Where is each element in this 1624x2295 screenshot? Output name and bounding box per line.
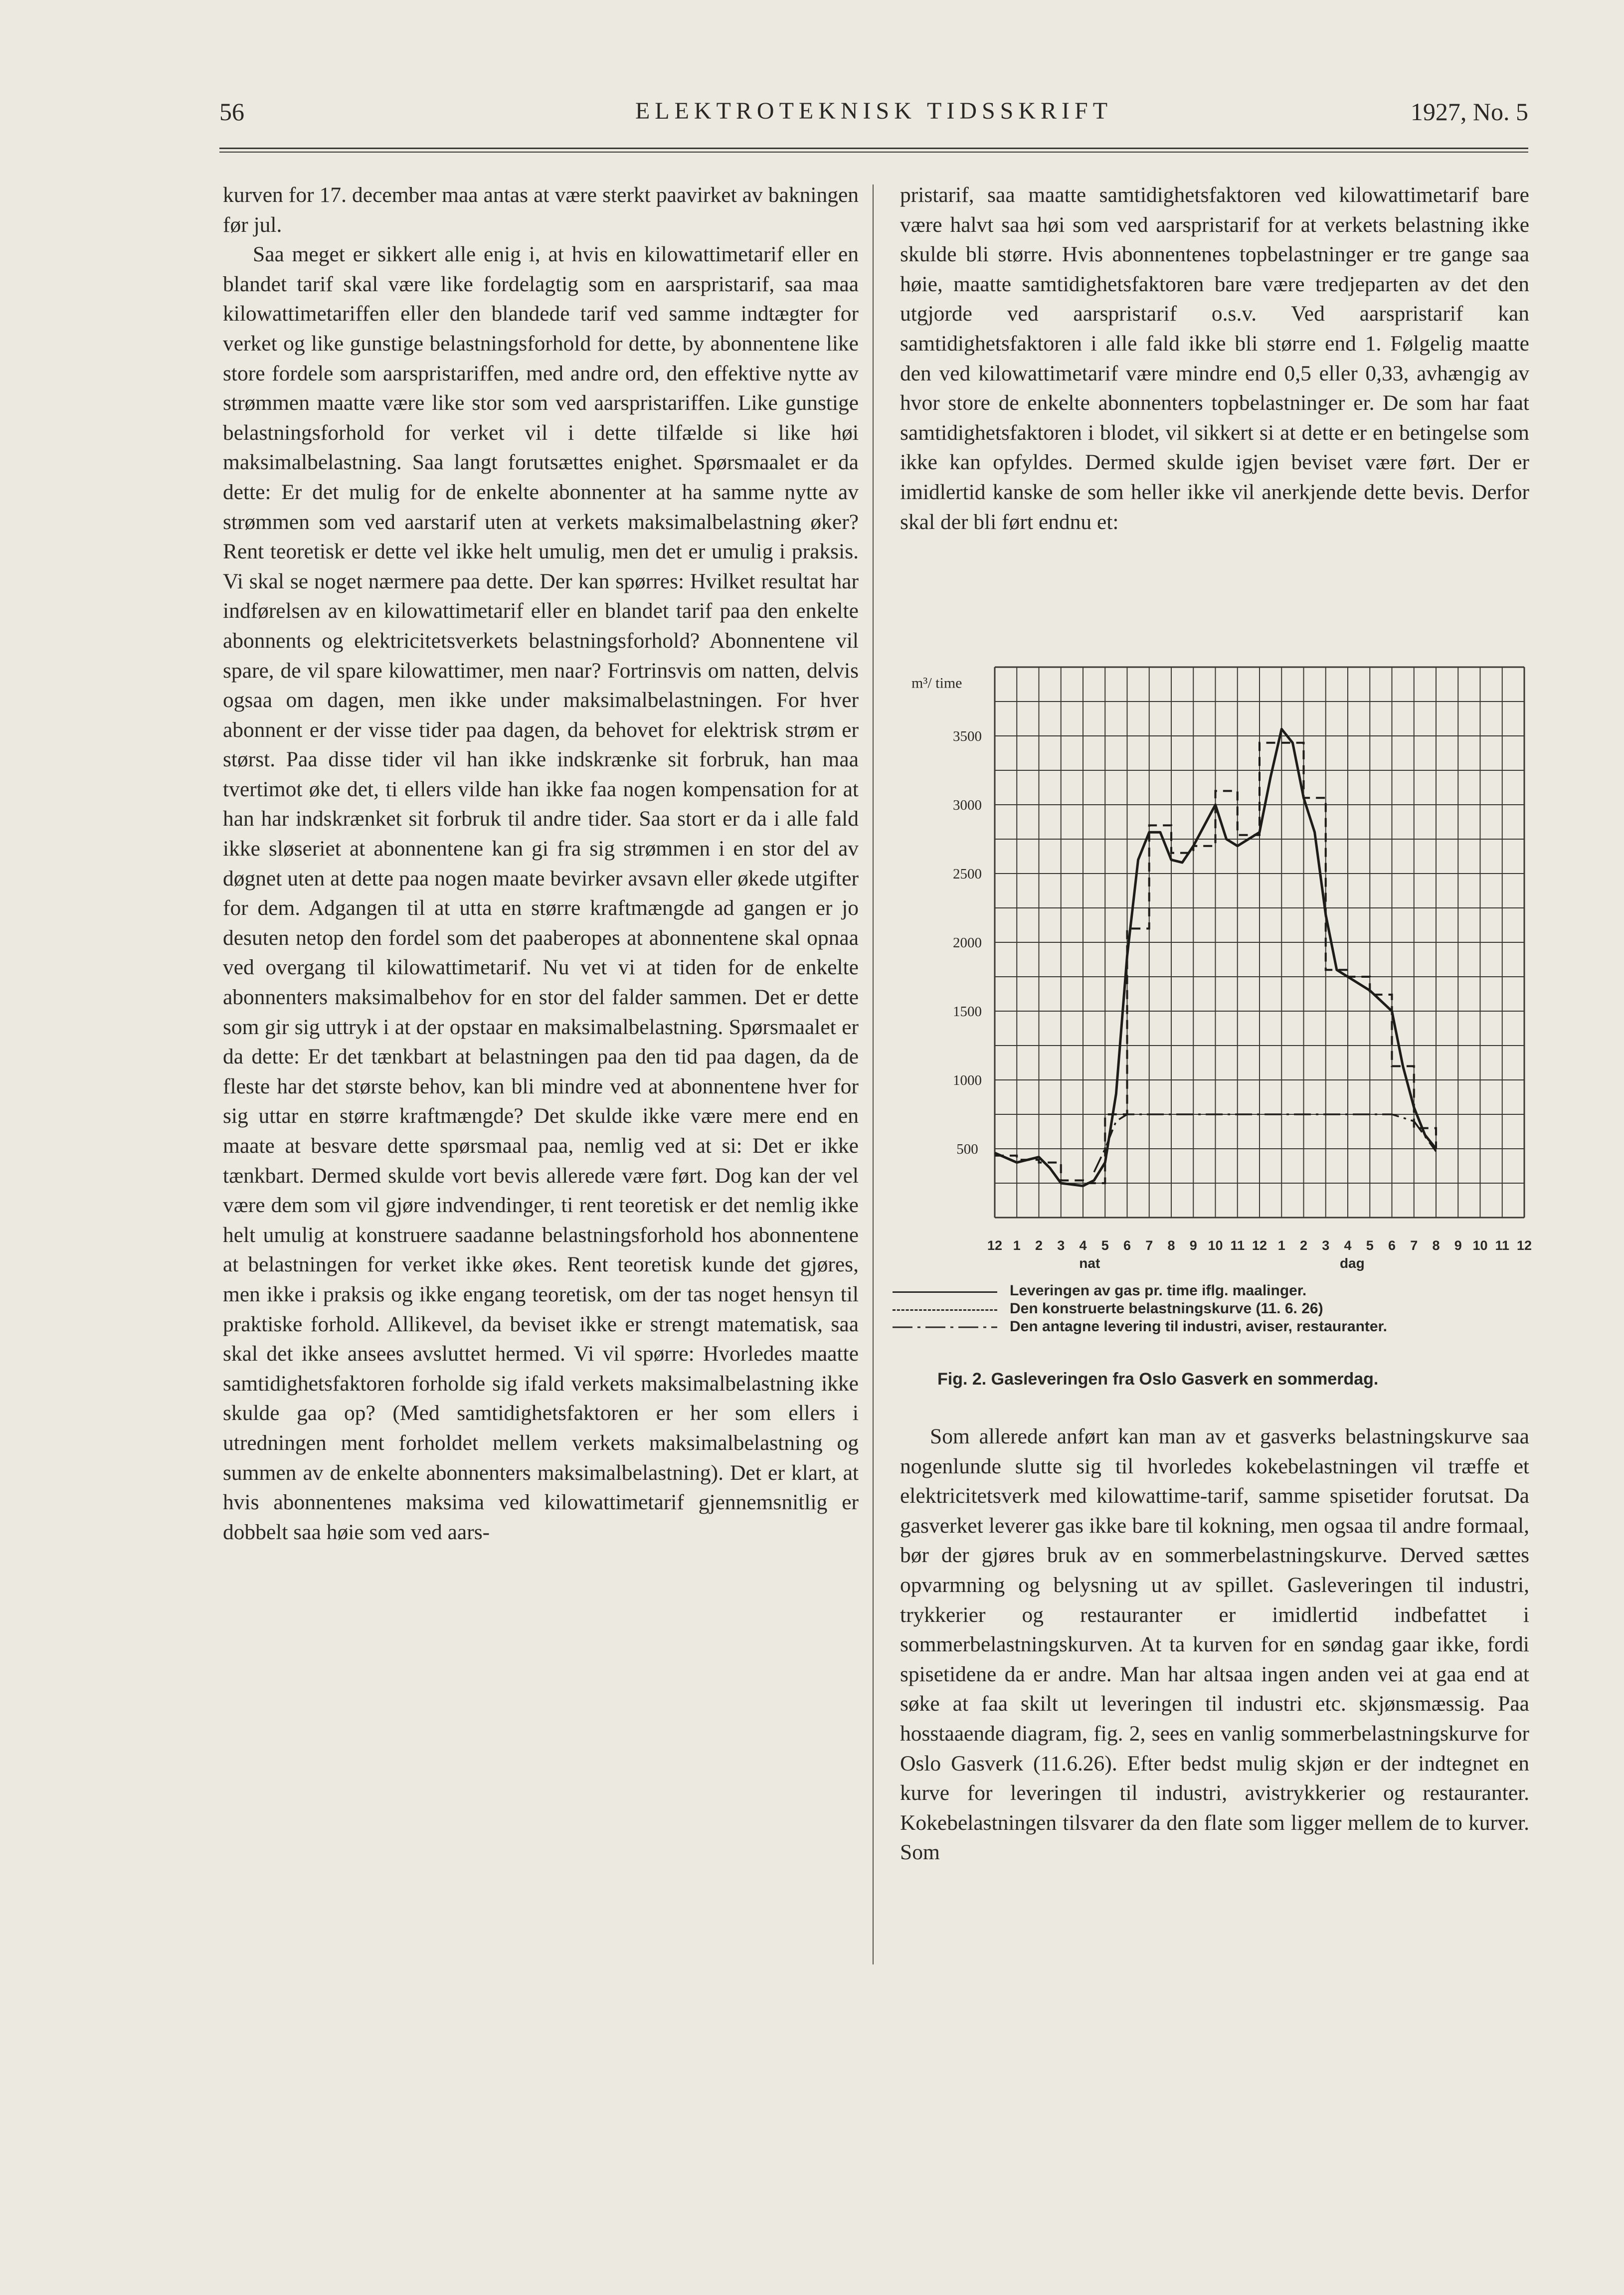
- header-rule-thin: [219, 152, 1528, 153]
- x-tick-label: 5: [1366, 1238, 1374, 1253]
- x-tick-label: 11: [1495, 1238, 1510, 1253]
- x-tick-label: 10: [1472, 1238, 1488, 1253]
- y-tick-label: 1500: [953, 1004, 982, 1020]
- journal-title: ELEKTROTEKNISK TIDSSKRIFT: [635, 98, 1113, 124]
- y-tick-label: 2000: [953, 935, 982, 951]
- y-tick-label: 3500: [953, 728, 982, 744]
- x-tick-label: 2: [1299, 1238, 1308, 1253]
- paragraph: kurven for 17. december maa antas at være sterkt paavirket av bakningen før jul.: [223, 183, 859, 237]
- figure-2: [893, 653, 1536, 1391]
- x-tick-label: 6: [1123, 1238, 1131, 1253]
- y-tick-label: 3000: [953, 797, 982, 813]
- legend-entry: [893, 1282, 1541, 1300]
- x-tick-label: 9: [1454, 1238, 1462, 1253]
- legend-solid-line: [893, 1291, 997, 1293]
- header-rule: [219, 148, 1528, 149]
- x-tick-label: 3: [1322, 1238, 1330, 1253]
- x-label-night: nat: [1079, 1255, 1100, 1271]
- running-header: [219, 97, 1528, 132]
- page-number: 56: [219, 98, 244, 126]
- gas-delivery-chart: [893, 653, 1536, 1281]
- x-tick-label: 11: [1230, 1238, 1245, 1253]
- y-tick-label: 1000: [953, 1072, 982, 1088]
- chart-legend: [893, 1282, 1541, 1336]
- legend-dashed-line: [893, 1309, 997, 1311]
- legend-label: Den antagne levering til industri, aviser, restauranter.: [1010, 1318, 1387, 1335]
- left-column: [223, 180, 859, 1547]
- x-tick-label: 12: [987, 1238, 1003, 1253]
- x-tick-label: 7: [1145, 1238, 1153, 1253]
- x-tick-label: 1: [1277, 1238, 1285, 1253]
- paragraph: Saa meget er sikkert alle enig i, at hvis en kilowattimetarif eller en blandet tarif skal være like fordelagtig som en aarspristarif, saa maa kilowattimetariffen eller den blandede tarif ved samme indtægter for verket og like gunstige belastningsforhold for dette, by abonnentene like store fordele som aarspristariffen, med andre ord, den effektive nytte av strømmen maatte være like stor som ved aarspristariffen. Like gunstige belastningsforhold for verket vil i dette tilfælde si like høi maksimalbelastning. Saa langt forutsættes enighet. Spørsmaalet er da dette: Er det mulig for de enkelte abonnenter at ha samme nytte av strømmen som ved aarstarif uten at verkets maksimalbelastning øker? Rent teoretisk er dette vel ikke helt umulig, men det er umulig i praksis. Vi skal se noget nærmere paa dette. Der kan spørres: Hvilket resultat har indførelsen av en kilowattimetarif eller en blandet tarif paa den enkelte abonnents og elektricitetsverkets belastningsforhold? Abonnentene vil spare, de vil spare kilowattimer, men naar? Fortrinsvis om natten, delvis ogsaa om dagen, men ikke under maksimalbelastningen. For hver abonnent er der visse tider paa dagen, da behovet for elektrisk strøm er størst. Paa disse tider vil han ikke indskrænke sit forbruk, han maa tvertimot øke det, ti ellers vilde han ikke faa nogen kompensation for at han har indskrænket sit forbruk til andre tider. Saa stort er da i alle fald ikke sløseriet at abonnentene kan gi fra sig strømmen i en stor del av døgnet uten at dette paa nogen maate bevirker avsavn eller økede utgifter for dem. Adgangen til at utta en større kraftmængde ad gangen er jo desuten netop den fordel som det paaberopes at abonnentene skal opnaa ved overgang til kilowattimetarif. Nu vet vi at tiden for de enkelte abonnenters maksimalbehov for en stor del falder sammen. Det er dette som gir sig uttryk i at der opstaar en maksimalbelastning. Spørsmaalet er da dette: Er det tænkbart at belastningen paa den tid paa dagen, da de fleste har det største behov, kan bli mindre ved at abonnentene hver for sig uttar en større kraftmængde? Det skulde ikke være mere end en maate at besvare dette spørsmaal paa, nemlig ved at si: Det er ikke tænkbart. Dermed skulde vort bevis allerede være ført. Dog kan der vel være dem som vil gjøre indvendinger, ti rent teoretisk er det nemlig ikke helt umulig at konstruere saadanne belastningsforhold hos abonnentene at belastningen for verket ikke økes. Rent teoretisk kunde det gjøres, men ikke i praksis og ikke engang teoretisk, om der tas noget hensyn til praktiske forhold. Allikevel, da beviset ikke er strengt matematisk, saa skal det ikke ansees avsluttet hermed. Vi vil spørre: Hvorledes maatte samtidighetsfaktoren forholde sig ifald verkets maksimalbelastning ikke skulde gaa op? (Med samtidighetsfaktoren er her som ellers i utredningen ment forholdet mellem verkets maksimalbelastning og summen av de enkelte abonnenters maksimalbelastning). Det er klart, at hvis abonnentenes maksima ved kilowattimetarif gjennemsnitlig er dobbelt saa høie som ved aars-: [223, 242, 859, 1544]
- paragraph: pristarif, saa maatte samtidighetsfaktoren ved kilowattimetarif bare være halvt saa høi som ved aarspristarif for at verkets belastning ikke skulde bli større. Hvis abonnentenes topbelastninger er tre gange saa høie, maatte samtidighetsfaktoren bare være tredjeparten av det den utgjorde ved aarspristarif o.s.v. Ved aarspristarif kan samtidighetsfaktoren i alle fald ikke bli større end 1. Følgelig maatte den ved kilowattimetarif være mindre end 0,5 eller 0,33, avhængig av hvor store de enkelte abonnenters topbelastninger er. De som har faat samtidighetsfaktoren i blodet, vil sikkert si at dette er en betingelse som ikke kan opfyldes. Dermed skulde igjen beviset være ført. Der er imidlertid kanske de som heller ikke vil anerkjende dette bevis. Derfor skal der bli ført endnu et:: [900, 183, 1529, 534]
- issue-label: 1927, No. 5: [1410, 98, 1528, 126]
- x-tick-label: 8: [1432, 1238, 1440, 1253]
- x-tick-label: 12: [1252, 1238, 1267, 1253]
- x-tick-label: 4: [1079, 1238, 1087, 1253]
- paragraph: Som allerede anført kan man av et gasverks belastningskurve saa nogenlunde slutte sig til hvorledes kokebelastningen vil træffe et elektricitetsverk med kilowattime-tarif, samme spisetider forutsat. Da gasverket leverer gas ikke bare til kokning, men ogsaa til andre formaal, bør der gjøres bruk av en sommerbelastningskurve. Derved sættes opvarmning og belysning ut av spillet. Gasleveringen til industri, trykkerier og restauranter er imidlertid indbefattet i sommerbelastningskurven. At ta kurven for en søndag gaar ikke, fordi spisetidene da er andre. Man har altsaa ingen anden vei at gaa end at søke at faa skilt ut leveringen til industri etc. skjønsmæssig. Paa hosstaaende diagram, fig. 2, sees en vanlig sommerbelastningskurve for Oslo Gasverk (11.6.26). Efter bedst mulig skjøn er der indtegnet en kurve for leveringen til industri, avistrykkerier og restauranter. Kokebelastningen tilsvarer da den flate som ligger mellem de to kurver. Som: [900, 1424, 1529, 1865]
- y-tick-label: 2500: [953, 866, 982, 882]
- x-tick-label: 9: [1189, 1238, 1197, 1253]
- x-tick-label: 5: [1101, 1238, 1109, 1253]
- legend-entry: [893, 1318, 1541, 1336]
- x-tick-label: 10: [1208, 1238, 1223, 1253]
- right-column-bottom: [900, 1422, 1529, 1868]
- x-tick-label: 1: [1013, 1238, 1021, 1253]
- series-industry-dashdot-line: [1094, 1114, 1436, 1172]
- x-tick-label: 3: [1057, 1238, 1065, 1253]
- legend-label: Den konstruerte belastningskurve (11. 6. 26): [1010, 1300, 1323, 1317]
- x-tick-label: 6: [1388, 1238, 1396, 1253]
- right-column-top: [900, 180, 1529, 537]
- legend-entry: [893, 1300, 1541, 1318]
- x-tick-label: 4: [1344, 1238, 1352, 1253]
- legend-label: Leveringen av gas pr. time iflg. maalinger.: [1010, 1282, 1307, 1299]
- x-tick-label: 12: [1516, 1238, 1532, 1253]
- column-divider: [873, 184, 874, 1964]
- y-axis-label: m³/ time: [911, 675, 962, 692]
- x-tick-label: 7: [1410, 1238, 1418, 1253]
- x-tick-label: 8: [1167, 1238, 1175, 1253]
- x-tick-label: 2: [1035, 1238, 1043, 1253]
- x-label-day: dag: [1339, 1255, 1365, 1271]
- figure-caption: Fig. 2. Gasleveringen fra Oslo Gasverk en sommerdag.: [937, 1370, 1379, 1389]
- y-tick-label: 500: [956, 1141, 978, 1157]
